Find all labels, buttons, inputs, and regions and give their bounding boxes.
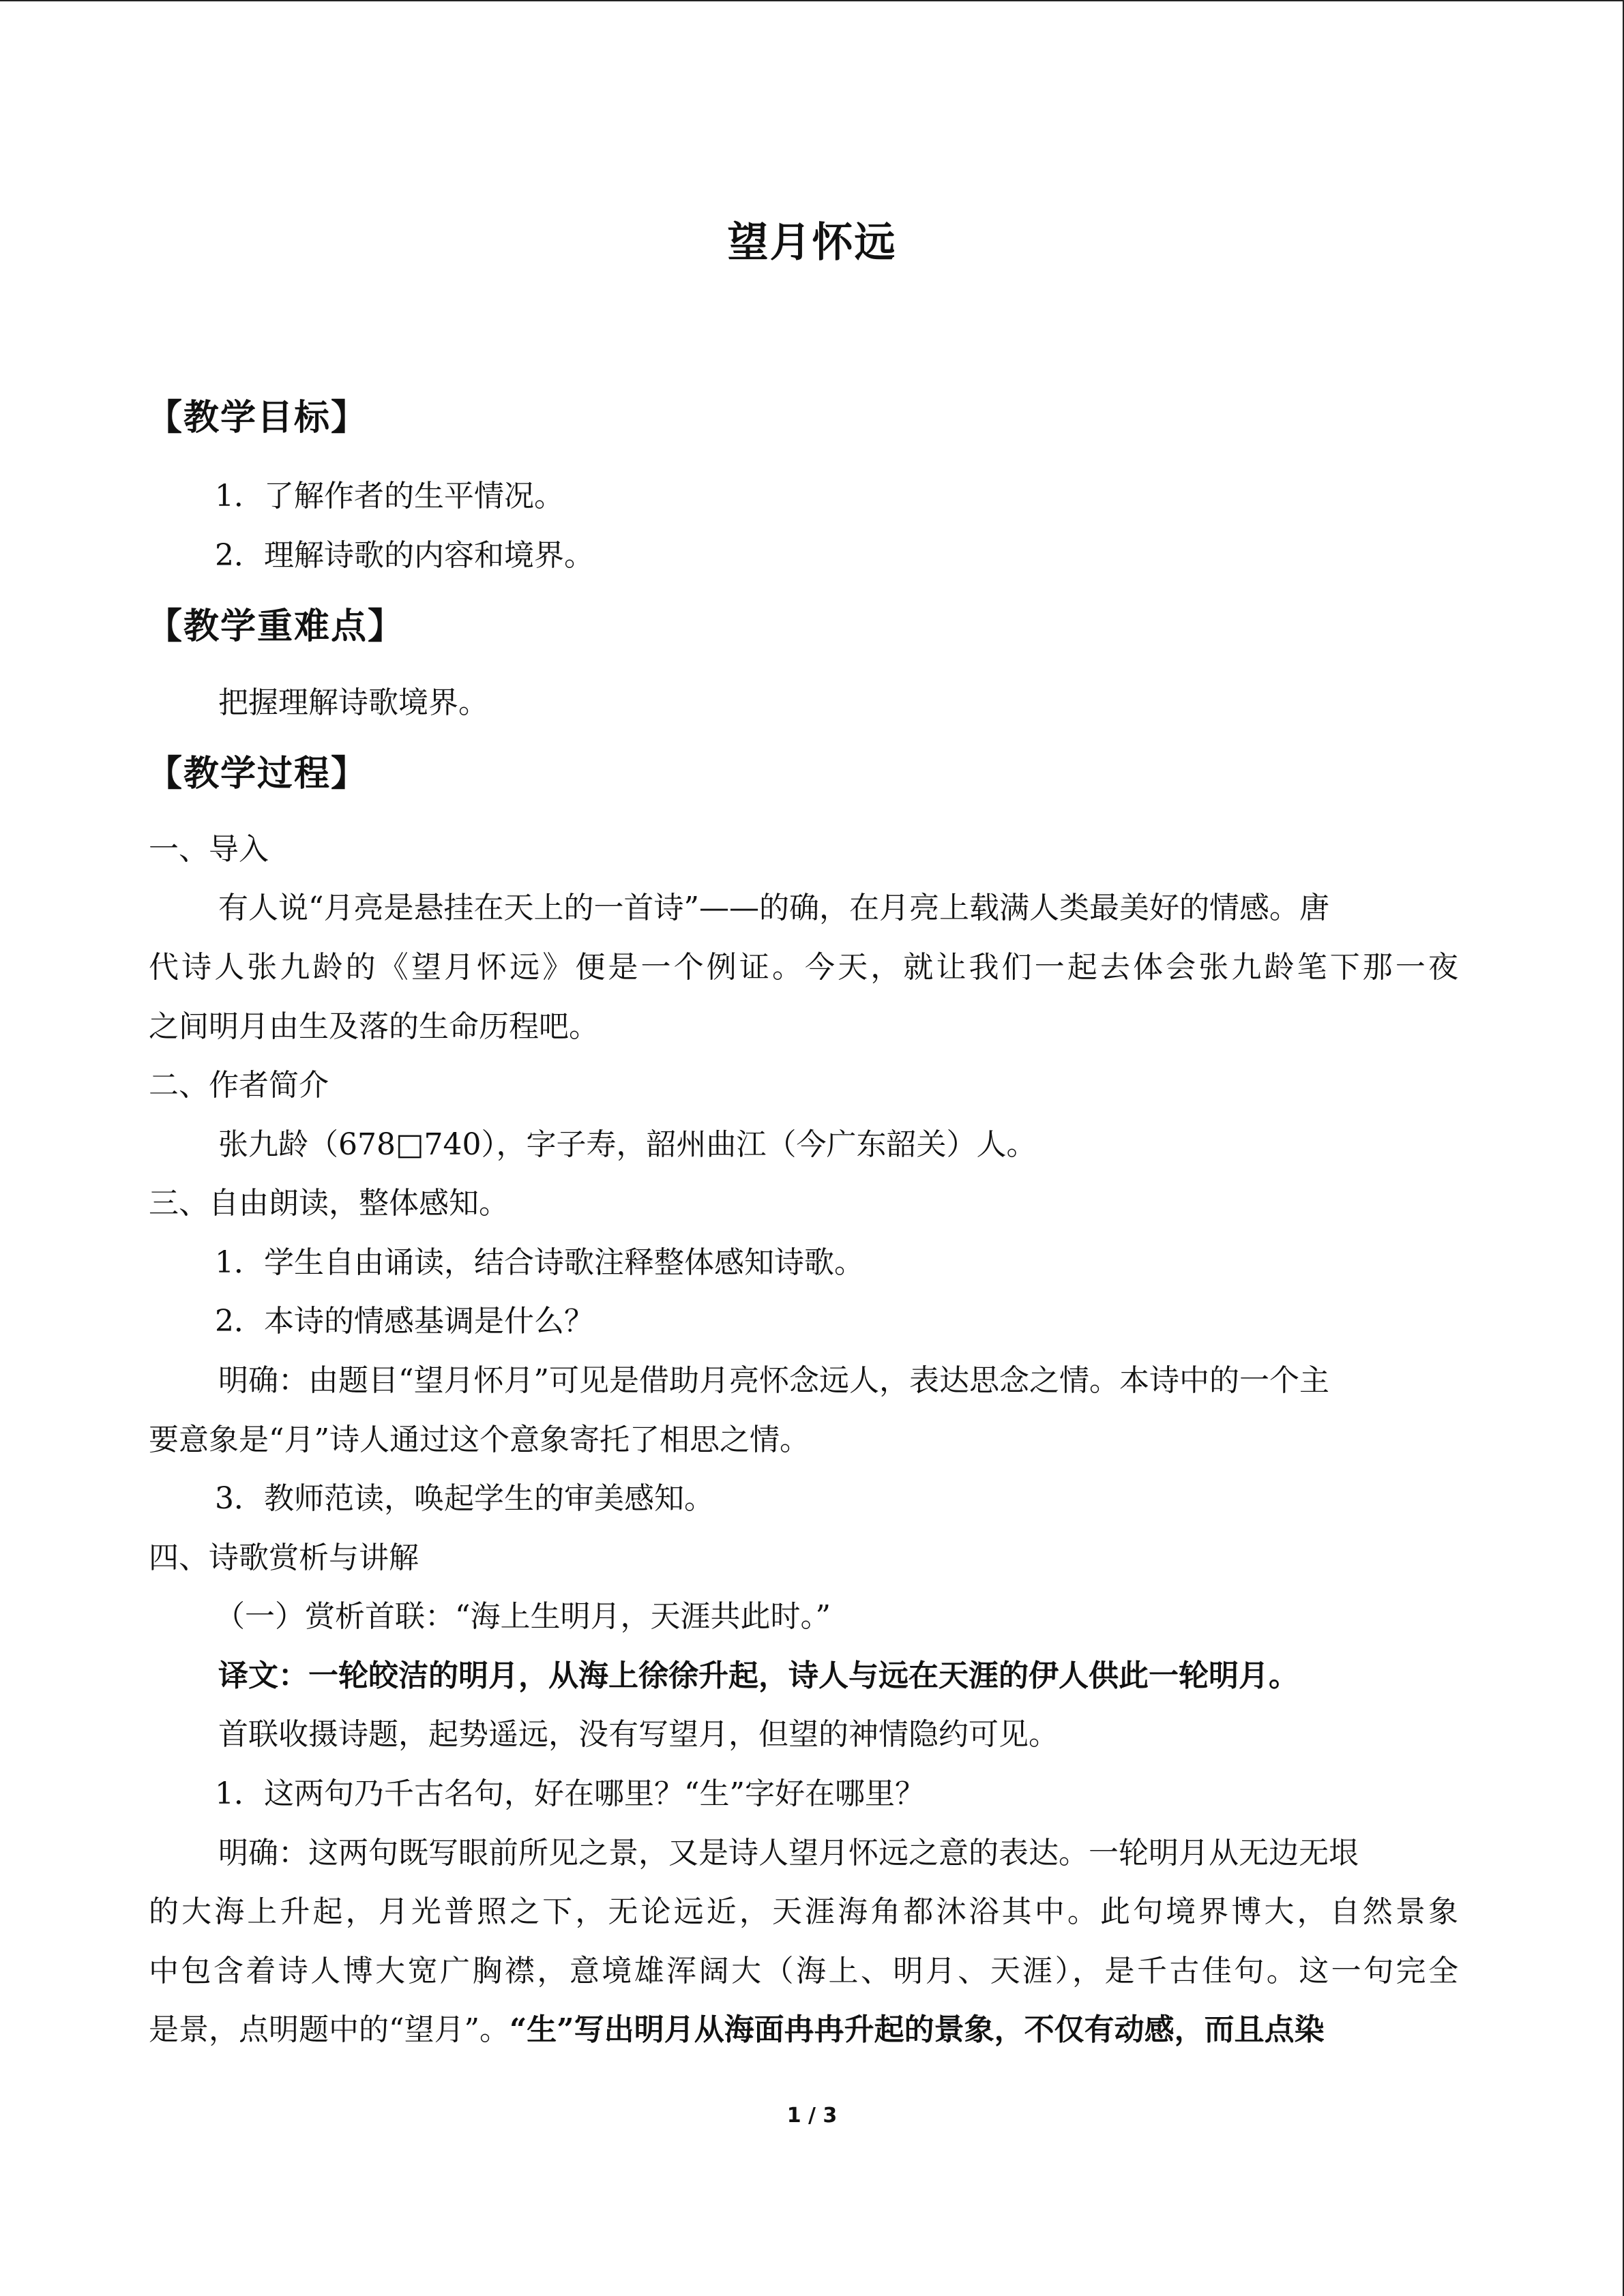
reading-title: 三、自由朗读，整体感知。 [149,1186,509,1221]
analysis-summary: 首联收摄诗题，起势遥远，没有写望月，但望的神情隐约可见。 [218,1717,1059,1752]
section-heading-process: 【教学过程】 [147,754,368,794]
author-title: 二、作者简介 [149,1068,329,1103]
analysis-answer-line-2: 的大海上升起，月光普照之下，无论远近，天涯海角都沐浴其中。此句境界博大，自然景象 [149,1894,1458,1929]
analysis-answer-line-1: 明确：这两句既写眼前所见之景，又是诗人望月怀远之意的表达。一轮明月从无边无垠 [218,1836,1359,1870]
intro-title: 一、导入 [149,832,269,867]
analysis-answer-line-4-normal: 是景，点明题中的“望月”。 [149,2012,510,2047]
analysis-translation: 译文：一轮皎洁的明月，从海上徐徐升起，诗人与远在天涯的伊人供此一轮明月。 [218,1658,1299,1693]
page-number: 1 / 3 [786,2104,838,2128]
page-title: 望月怀远 [727,219,897,267]
reading-item-1: 1．学生自由诵读，结合诗歌注释整体感知诗歌。 [215,1245,864,1280]
key-points-text: 把握理解诗歌境界。 [218,685,488,720]
analysis-answer-line-4 [149,2011,1325,2049]
intro-paragraph-line-3: 之间明月由生及落的生命历程吧。 [149,1009,599,1044]
intro-paragraph-line-1: 有人说“月亮是悬挂在天上的一首诗”——的确，在月亮上载满人类最美好的情感。唐 [218,891,1329,925]
section-heading-key-points: 【教学重难点】 [147,606,405,647]
analysis-answer-line-4-bold: “生”写出明月从海面冉冉升起的景象，不仅有动感，而且点染 [510,2012,1325,2047]
intro-paragraph-line-2: 代诗人张九龄的《望月怀远》便是一个例证。今天，就让我们一起去体会张九龄笔下那一夜 [149,950,1458,985]
analysis-answer-line-3: 中包含着诗人博大宽广胸襟，意境雄浑阔大（海上、明月、天涯），是千古佳句。这一句完全 [149,1954,1458,1988]
reading-item-3: 3．教师范读，唤起学生的审美感知。 [215,1481,714,1516]
analysis-question: 1．这两句乃千古名句，好在哪里？“生”字好在哪里？ [215,1776,925,1811]
section-heading-objectives: 【教学目标】 [147,398,368,438]
objective-item-2: 2．理解诗歌的内容和境界。 [215,538,594,573]
reading-answer-line-1: 明确：由题目“望月怀月”可见是借助月亮怀念远人，表达思念之情。本诗中的一个主 [218,1363,1329,1398]
analysis-subsection-1: （一）赏析首联：“海上生明月，天涯共此时。” [215,1599,831,1634]
reading-item-2: 2．本诗的情感基调是什么？ [215,1304,594,1339]
author-text: 张九龄（678□740），字子寿，韶州曲江（今广东韶关）人。 [218,1127,1037,1162]
analysis-title: 四、诗歌赏析与讲解 [149,1540,419,1575]
objective-item-1: 1．了解作者的生平情况。 [215,479,564,513]
reading-answer-line-2: 要意象是“月”诗人通过这个意象寄托了相思之情。 [149,1422,810,1457]
